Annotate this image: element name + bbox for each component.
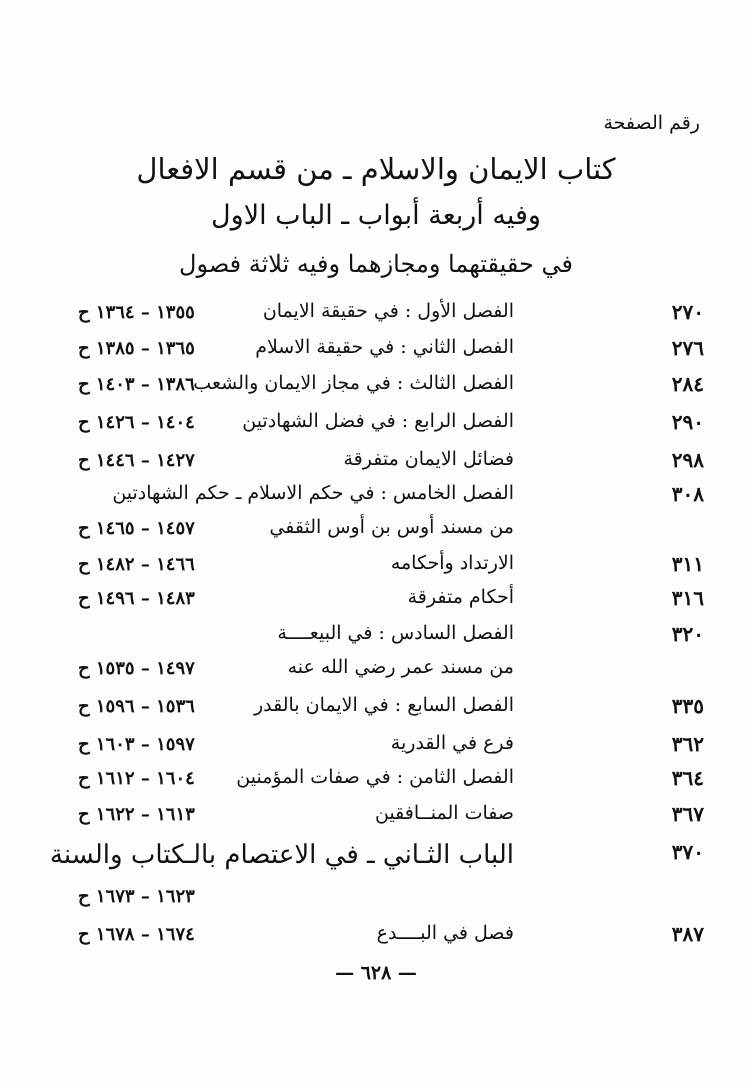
toc-hadith-range: ١٦٠٤ – ١٦١٢ ح [78,768,195,789]
toc-page-number: ٣٠٨ [671,482,704,506]
toc-hadith-range: ١٣٥٥ – ١٣٦٤ ح [78,302,195,323]
toc-page-number: ٢٩٨ [671,448,704,472]
toc-title: فرع في القدرية [390,732,514,754]
toc-page-number: ٢٧٠ [671,300,704,324]
toc-hadith-range: ١٣٦٥ – ١٣٨٥ ح [78,338,195,359]
toc-title: من مسند عمر رضي الله عنه [287,656,514,678]
toc-hadith-range: ١٤٦٦ – ١٤٨٢ ح [78,554,195,575]
toc-title: فضائل الايمان متفرقة [343,448,514,470]
toc-page-number: ٣١٦ [671,586,704,610]
toc-title: الفصل الثاني : في حقيقة الاسلام [255,336,514,358]
book-subtitle: وفيه أربعة أبواب ـ الباب الاول [211,200,541,231]
toc-row [0,552,752,586]
toc-row [0,802,752,836]
toc-hadith-range: ١٥٩٧ – ١٦٠٣ ح [78,734,195,755]
toc-page-number: ٣٧٠ [671,840,704,864]
toc-row [0,766,752,800]
toc-row [0,732,752,766]
toc-row [0,694,752,728]
page-footer-number: — ٦٢٨ — [335,962,417,984]
toc-title: أحكام متفرقة [407,586,514,608]
toc-row [0,656,752,690]
book-title: كتاب الايمان والاسلام ـ من قسم الافعال [136,152,616,186]
toc-hadith-range: ١٦١٣ – ١٦٢٢ ح [78,804,195,825]
toc-page-number: ٣٣٥ [671,694,704,718]
toc-title: الفصل الخامس : في حكم الاسلام ـ حكم الشهادتين [112,482,514,504]
toc-title: الارتداد وأحكامه [390,552,514,574]
toc-hadith-range: ١٤٠٤ – ١٤٢٦ ح [78,412,195,433]
toc-title: الفصل الرابع : في فضل الشهادتين [242,410,514,432]
toc-page-number: ٣٦٢ [671,732,704,756]
toc-hadith-range: ١٤٩٧ – ١٥٣٥ ح [78,658,195,679]
toc-hadith-range: ١٥٣٦ – ١٥٩٦ ح [78,696,195,717]
toc-row [0,516,752,550]
toc-row [0,482,752,516]
toc-title: الباب الثـاني ـ في الاعتصام بالـكتاب والسنة [49,840,514,870]
toc-row [0,840,752,880]
toc-title: من مسند أوس بن أوس الثقفي [269,516,514,538]
toc-row [0,884,752,918]
toc-row [0,300,752,334]
toc-title: الفصل الثامن : في صفات المؤمنين [236,766,514,788]
toc-hadith-range: ١٦٢٣ – ١٦٧٣ ح [78,886,195,907]
toc-page-number: ٢٩٠ [671,410,704,434]
toc-row [0,372,752,406]
toc-hadith-range: ١٤٥٧ – ١٤٦٥ ح [78,518,195,539]
page-number-column-label: رقم الصفحة [603,112,700,134]
toc-row [0,410,752,444]
toc-page-number: ٢٨٤ [671,372,704,396]
toc-title: الفصل الأول : في حقيقة الايمان [262,300,514,322]
toc-title: صفات المنــافقين [374,802,514,824]
toc-hadith-range: ١٤٢٧ – ١٤٤٦ ح [78,450,195,471]
toc-page-number: ٣٨٧ [671,922,704,946]
toc-row [0,922,752,956]
toc-hadith-range: ١٣٨٦ – ١٤٠٣ ح [78,374,195,395]
toc-page-number: ٣١١ [671,552,704,576]
toc-title: الفصل السادس : في البيعــــة [277,622,514,644]
chapter-heading: في حقيقتهما ومجازهما وفيه ثلاثة فصول [179,250,573,278]
toc-row [0,448,752,482]
toc-row [0,586,752,620]
toc-page-number: ٣٦٤ [671,766,704,790]
toc-row [0,336,752,370]
toc-hadith-range: ١٤٨٣ – ١٤٩٦ ح [78,588,195,609]
toc-page-number: ٣٦٧ [671,802,704,826]
toc-title: الفصل السابع : في الايمان بالقدر [253,694,514,716]
toc-title: الفصل الثالث : في مجاز الايمان والشعب [193,372,514,394]
toc-page-number: ٢٧٦ [671,336,704,360]
toc-row [0,622,752,656]
toc-title: فصل في البــــدع [376,922,514,944]
toc-hadith-range: ١٦٧٤ – ١٦٧٨ ح [78,924,195,945]
toc-page-number: ٣٢٠ [671,622,704,646]
